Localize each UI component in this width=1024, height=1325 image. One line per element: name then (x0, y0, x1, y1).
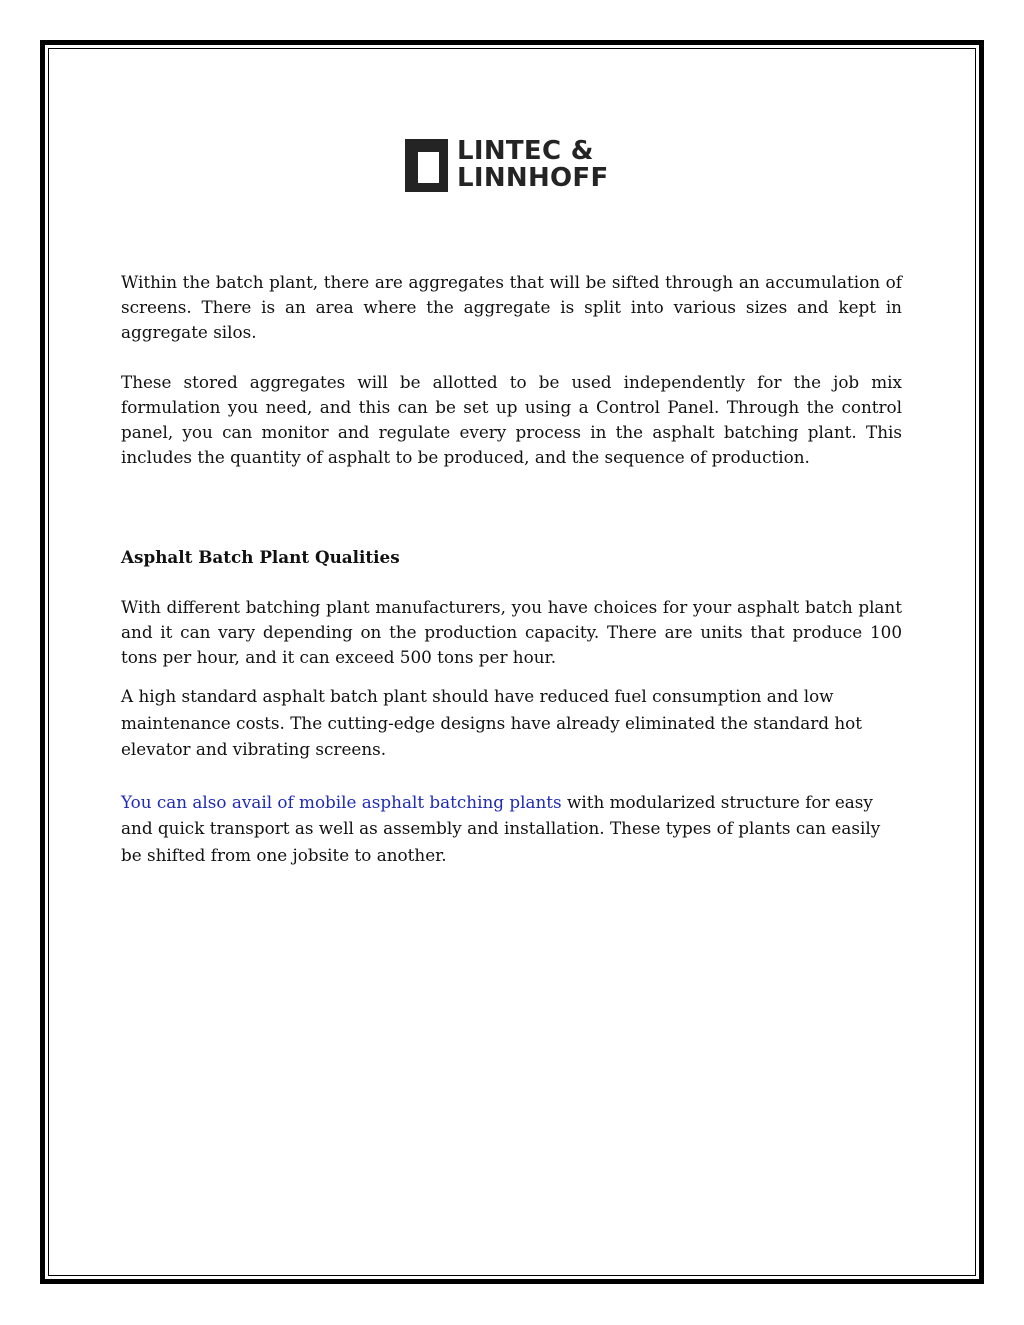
spacer (121, 345, 902, 370)
logo-line-1: LINTEC & (457, 136, 594, 166)
paragraph-control-panel: These stored aggregates will be allotted to be used independently for the job mix formulation you need, and this can be set up using a Control Panel. Through the control panel, you can monitor and regulate every process in the asphalt batching plant. This includes the quantity of asphalt to be produced, and the sequence of production. (121, 372, 902, 467)
document-body (121, 270, 902, 868)
mobile-plants-link[interactable]: You can also avail of mobile asphalt batching plants (121, 791, 562, 812)
paragraph-mobile-plants (121, 789, 902, 869)
section-heading: Asphalt Batch Plant Qualities (121, 547, 400, 567)
spacer (121, 470, 902, 545)
company-logo (405, 136, 625, 195)
spacer (121, 763, 902, 789)
spacer (121, 670, 902, 683)
paragraph-production-capacity: With different batching plant manufacturers, you have choices for your asphalt batch plant and it can vary depending on the production capacity. There are units that produce 100 tons per hour, and it can exceed 500 tons per hour. (121, 597, 902, 667)
paragraph-fuel-consumption: A high standard asphalt batch plant should have reduced fuel consumption and low maintenance costs. The cutting-edge designs have already eliminated the standard hot elevator and vibrating screens. (121, 686, 863, 759)
paragraph-batch-plant-screens: Within the batch plant, there are aggregates that will be sifted through an accumulation of screens. There is an area where the aggregate is split into various sizes and kept in aggregate silos. (121, 272, 902, 342)
logo-wordmark (457, 138, 609, 191)
logo-mark-icon (405, 139, 449, 192)
mobile-plants-text: with modularized structure for easy and quick transport as well as assembly and installation. These types of plants can easily be shifted from one jobsite to another. (121, 791, 881, 865)
spacer (121, 570, 902, 595)
logo-line-2: LINNHOFF (457, 162, 609, 193)
